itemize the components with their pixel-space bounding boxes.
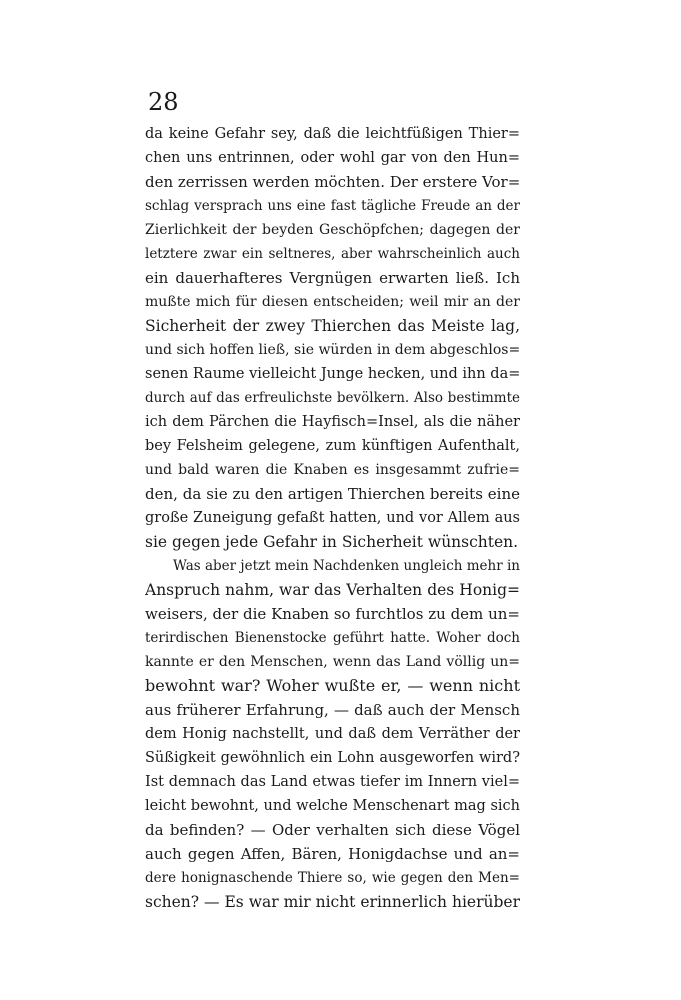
- text-line: Zierlichkeit der beyden Geschöpfchen; dagegen der: [145, 222, 520, 238]
- text-line: Anspruch nahm, war das Verhalten des Honig=: [145, 581, 520, 599]
- text-line: chen uns entrinnen, oder wohl gar von den Hun=: [145, 150, 520, 166]
- text-line: Was aber jetzt mein Nachdenken ungleich mehr in: [173, 558, 520, 574]
- text-line: ich dem Pärchen die Hayfisch=Insel, als die näher: [145, 414, 520, 430]
- text-line: Ist demnach das Land etwas tiefer im Innern viel=: [145, 774, 520, 790]
- text-line: schlag versprach uns eine fast tägliche Freude an der: [145, 198, 520, 214]
- text-line: sie gegen jede Gefahr in Sicherheit wünschten.: [145, 533, 519, 551]
- text-line: mußte mich für diesen entscheiden; weil mir an der: [145, 294, 520, 310]
- text-line: aus früherer Erfahrung, — daß auch der Mensch: [145, 701, 520, 719]
- text-line: ein dauerhafteres Vergnügen erwarten ließ. Ich: [145, 269, 520, 287]
- text-line: den zerrissen werden möchten. Der erstere Vor=: [145, 173, 520, 191]
- text-line: letztere zwar ein seltneres, aber wahrscheinlich auch: [145, 246, 520, 262]
- text-line: dere honignaschende Thiere so, wie gegen den Men=: [145, 870, 520, 886]
- text-line: Sicherheit der zwey Thierchen das Meiste lag,: [145, 317, 520, 335]
- text-line: und bald waren die Knaben es insgesammt zufrie=: [145, 462, 520, 478]
- text-line: da keine Gefahr sey, daß die leichtfüßigen Thier=: [145, 126, 520, 142]
- page-number: 28: [148, 88, 179, 116]
- text-line: da befinden? — Oder verhalten sich diese Vögel: [145, 821, 520, 839]
- text-line: schen? — Es war mir nicht erinnerlich hierüber: [145, 893, 520, 911]
- text-line: auch gegen Affen, Bären, Honigdachse und an=: [145, 845, 520, 863]
- text-line: leicht bewohnt, und welche Menschenart mag sich: [145, 798, 520, 814]
- text-line: kannte er den Menschen, wenn das Land völlig un=: [145, 654, 520, 670]
- text-line: den, da sie zu den artigen Thierchen bereits eine: [145, 485, 520, 503]
- text-line: weisers, der die Knaben so furchtlos zu dem un=: [145, 605, 520, 623]
- text-line: bey Felsheim gelegene, zum künftigen Aufenthalt,: [145, 438, 520, 454]
- text-line: durch auf das erfreulichste bevölkern. Also bestimmte: [145, 390, 520, 406]
- body-text: [145, 122, 520, 914]
- text-line: bewohnt war? Woher wußte er, — wenn nicht: [145, 676, 520, 695]
- text-line: große Zuneigung gefaßt hatten, und vor Allem aus: [145, 510, 520, 526]
- text-line: dem Honig nachstellt, und daß dem Verräther der: [145, 726, 520, 742]
- text-line: Süßigkeit gewöhnlich ein Lohn ausgeworfen wird?: [145, 750, 520, 766]
- text-line: senen Raume vielleicht Junge hecken, und ihn da=: [145, 366, 520, 382]
- text-line: terirdischen Bienenstocke geführt hatte. Woher doch: [145, 630, 520, 646]
- text-line: und sich hoffen ließ, sie würden in dem abgeschlos=: [145, 342, 520, 358]
